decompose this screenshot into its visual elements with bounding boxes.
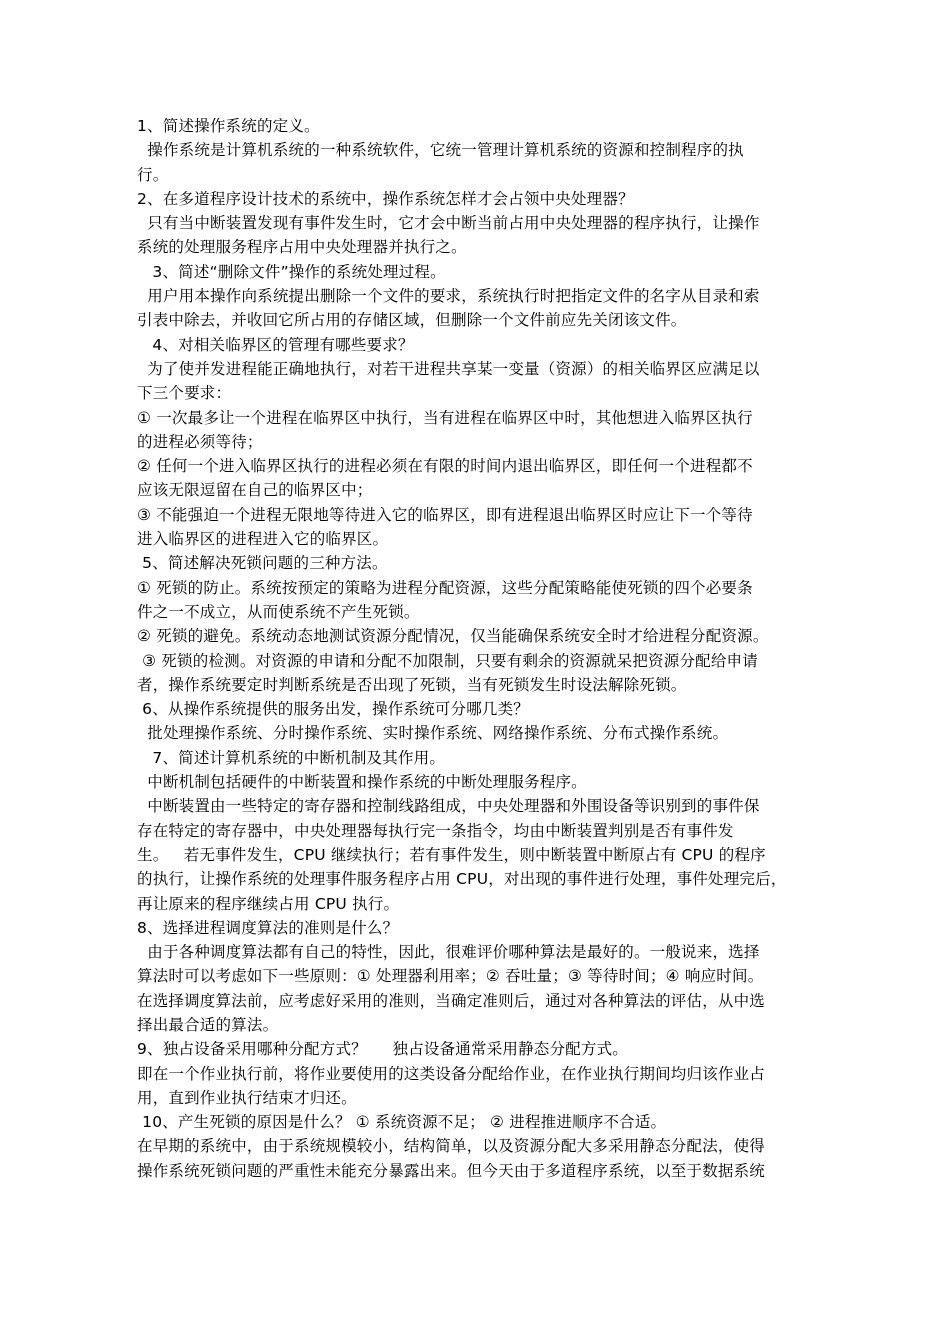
text-line: 下三个要求：: [137, 384, 232, 403]
text-line: 者，操作系统要定时判断系统是否出现了死锁，当有死锁发生时设法解除死锁。: [137, 675, 687, 694]
text-line: 用，直到作业执行结束才归还。: [137, 1088, 357, 1107]
text-line: 4、对相关临界区的管理有哪些要求？: [137, 335, 414, 354]
text-line: 存在特定的寄存器中，中央处理器每执行完一条指令，均由中断装置判别是否有事件发: [137, 821, 734, 840]
text-line: 系统的处理服务程序占用中央处理器并执行之。: [137, 238, 467, 257]
text-line: 的执行，让操作系统的处理事件服务程序占用 CPU，对出现的事件进行处理，事件处理完后，: [137, 870, 787, 889]
text-line: 6、从操作系统提供的服务出发，操作系统可分哪几类？: [137, 700, 529, 719]
text-line: ② 死锁的避免。系统动态地测试资源分配情况，仅当能确保系统安全时才给进程分配资源。: [137, 627, 769, 646]
text-line: 算法时可以考虑如下一些原则：① 处理器利用率；② 吞吐量；③ 等待时间；④ 响应时间。: [137, 967, 764, 986]
text-line: ③ 不能强迫一个进程无限地等待进入它的临界区，即有进程退出临界区时应让下一个等待: [137, 505, 753, 524]
text-line: 进入临界区的进程进入它的临界区。: [137, 530, 389, 549]
text-line: 操作系统死锁问题的严重性未能充分暴露出来。但今天由于多道程序系统，以至于数据系统: [137, 1161, 766, 1180]
text-line: 再让原来的程序继续占用 CPU 执行。: [137, 894, 400, 913]
text-line: 引表中除去，并收回它所占用的存储区域，但删除一个文件前应先关闭该文件。: [137, 311, 687, 330]
text-line: 由于各种调度算法都有自己的特性，因此，很难评价哪种算法是最好的。一般说来，选择: [137, 943, 760, 962]
text-line: 择出最合适的算法。: [137, 1015, 279, 1034]
text-line: 9、独占设备采用哪种分配方式？ 独占设备通常采用静态分配方式。: [137, 1040, 628, 1059]
text-line: ③ 死锁的检测。对资源的申请和分配不加限制，只要有剩余的资源就呆把资源分配给申请: [137, 651, 758, 670]
text-line: 件之一不成立，从而使系统不产生死锁。: [137, 602, 420, 621]
text-line: 中断装置由一些特定的寄存器和控制线路组成，中央处理器和外围设备等识别到的事件保: [137, 797, 760, 816]
text-line: 批处理操作系统、分时操作系统、实时操作系统、网络操作系统、分布式操作系统。: [137, 724, 729, 743]
text-line: 1、简述操作系统的定义。: [137, 117, 320, 135]
text-line: 在选择调度算法前，应考虑好采用的准则，当确定准则后，通过对各种算法的评估，从中选: [137, 991, 766, 1010]
text-line: 8、选择进程调度算法的准则是什么？: [137, 918, 399, 937]
text-line: 10、产生死锁的原因是什么？ ① 系统资源不足； ② 进程推进顺序不合适。: [137, 1113, 667, 1132]
text-line: 的进程必须等待；: [137, 432, 263, 451]
text-line: 只有当中断装置发现有事件发生时，它才会中断当前占用中央处理器的程序执行，让操作: [137, 214, 760, 233]
text-line: ① 死锁的防止。系统按预定的策略为进程分配资源，这些分配策略能使死锁的四个必要条: [137, 578, 753, 597]
text-line: 即在一个作业执行前，将作业要使用的这类设备分配给作业，在作业执行期间均归该作业占: [137, 1064, 766, 1083]
text-line: 用户用本操作向系统提出删除一个文件的要求，系统执行时把指定文件的名字从目录和索: [137, 287, 760, 306]
text-line: 中断机制包括硬件的中断装置和操作系统的中断处理服务程序。: [137, 773, 587, 792]
text-line: 3、简述“删除文件”操作的系统处理过程。: [137, 262, 446, 281]
text-line: 2、在多道程序设计技术的系统中，操作系统怎样才会占领中央处理器？: [137, 189, 634, 208]
text-line: ① 一次最多让一个进程在临界区中执行，当有进程在临界区中时，其他想进入临界区执行: [137, 408, 753, 427]
text-line: 7、简述计算机系统的中断机制及其作用。: [137, 748, 446, 767]
text-line: ② 任何一个进入临界区执行的进程必须在有限的时间内退出临界区，即任何一个进程都不: [137, 457, 753, 476]
text-line: 行。: [137, 165, 169, 184]
text-line: 生。 若无事件发生，CPU 继续执行；若有事件发生，则中断装置中断原占有 CPU 的程序: [137, 845, 766, 864]
text-line: 为了使并发进程能正确地执行，对若干进程共享某一变量（资源）的相关临界区应满足以: [137, 359, 760, 378]
text-line: 应该无限逗留在自己的临界区中；: [137, 481, 373, 500]
text-line: 5、简述解决死锁问题的三种方法。: [137, 554, 388, 573]
document-body: [137, 114, 813, 1183]
text-line: 操作系统是计算机系统的一种系统软件，它统一管理计算机系统的资源和控制程序的执: [137, 141, 744, 160]
text-line: 在早期的系统中，由于系统规模较小，结构简单，以及资源分配大多采用静态分配法，使得: [137, 1137, 766, 1156]
